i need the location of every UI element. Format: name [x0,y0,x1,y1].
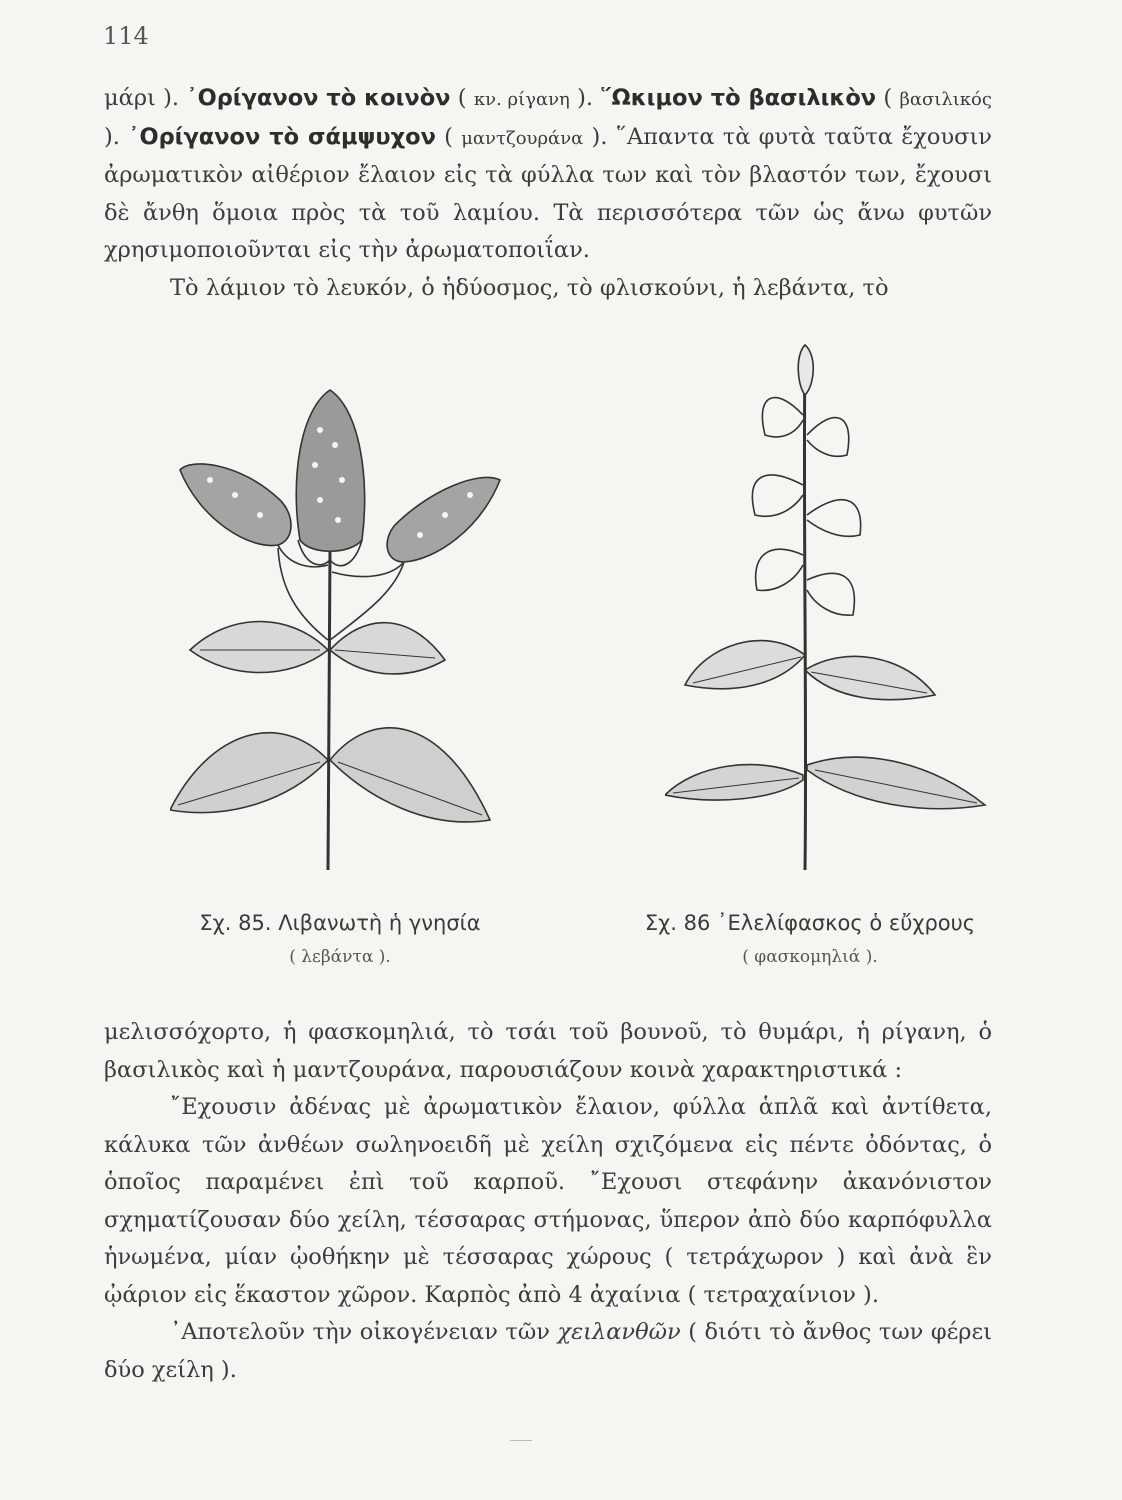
bold-term-origanum-vulgare: ᾿Ορίγανον τὸ κοινὸν [186,85,451,111]
bottom-text-block [104,1014,992,1389]
text-run: ). ῞Απαντα τὰ φυτὰ ταῦτα ἔχουσιν ἀρωματικὸν αἰθέριον ἔλαιον εἰς τὰ φύλλα των καὶ τὸν βλαστόν των, ἔχουσι δὲ ἄνθη ὅμοια πρὸς τὰ τοῦ λαμίου. Τὰ περισσότερα τῶν ὡς ἄνω φυτῶν χρησιμοποιοῦνται εἰς τὴν ἀρωματοποιΐαν. [104,123,992,263]
text-run: ( [876,85,900,111]
italic-term: χειλανθῶν [557,1319,681,1345]
paragraph: μελισσόχορτο, ἡ φασκομηλιά, τὸ τσάι τοῦ βουνοῦ, τὸ θυμάρι, ἡ ρίγανη, ὁ βασιλικὸς καὶ ἡ μαντζουράνα, παρουσιάζουν κοινὰ χαρακτηριστικά : [104,1019,992,1083]
top-text-block [104,80,992,307]
caption-title: Σχ. 85. Λιβανωτὴ ἡ γνησία [199,911,481,935]
footer-divider [510,1440,532,1441]
page-number: 114 [103,22,149,50]
common-name: βασιλικός [899,89,992,110]
text-run: ). [104,123,129,150]
caption-title: Σχ. 86 ᾿Ελελίφασκος ὁ εὔχρους [644,911,976,935]
common-name: μαντζουράνα [461,127,584,149]
paragraph: ῎Εχουσιν ἀδένας μὲ ἀρωματικὸν ἔλαιον, φύλλα ἁπλᾶ καὶ ἀντίθετα, κάλυκα τῶν ἀνθέων σωληνοειδῆ μὲ χείλη σχιζόμενα εἰς πέντε ὀδόντας, ὁ ὁποῖος παραμένει ἐπὶ τοῦ καρποῦ. ῎Εχουσι στεφάνην ἀκανόνιστον σχηματίζουσαν δύο χείλη, τέσσαρας στήμονας, ὕπερον ἀπὸ δύο καρπόφυλλα ἡνωμένα, μίαν ᾠοθήκην μὲ τέσσαρας χώρους ( τετράχωρον ) καὶ ἀνὰ ἓν ᾠάριον εἰς ἕκαστον χῶρον. Καρπὸς ἀπὸ 4 ἀχαίνια ( τετραχαίνιον ). [104,1094,992,1308]
paragraph: Τὸ λάμιον τὸ λευκόν, ὁ ἡδύοσμος, τὸ φλισκούνι, ἡ λεβάντα, τὸ [170,274,889,301]
figure-85-caption [150,906,530,974]
caption-subtitle: ( φασκομηλιά ). [742,947,878,967]
paragraph [104,1314,992,1389]
text-run: ( διότι τὸ ἄνθος των φέρει δύο χείλη ). [104,1319,992,1383]
text-run: μάρι ). [104,85,187,111]
text-run: ). [569,85,601,111]
paragraph [104,80,992,270]
lavender-illustration [170,350,515,870]
bold-term-origanum-majorana: ᾿Ορίγανον τὸ σάμψυχον [128,123,436,150]
text-run: ( [450,85,474,111]
sage-illustration [665,325,990,870]
text-run: ( [435,123,462,150]
common-name: κν. ρίγανη [473,89,570,110]
text-run: ᾿Αποτελοῦν τὴν οἰκογένειαν τῶν [170,1319,558,1345]
caption-subtitle: ( λεβάντα ). [289,947,391,967]
bold-term-ocimum-basilicum: ῞Ωκιμον τὸ βασιλικὸν [600,85,877,111]
figure-86-caption [625,906,995,974]
